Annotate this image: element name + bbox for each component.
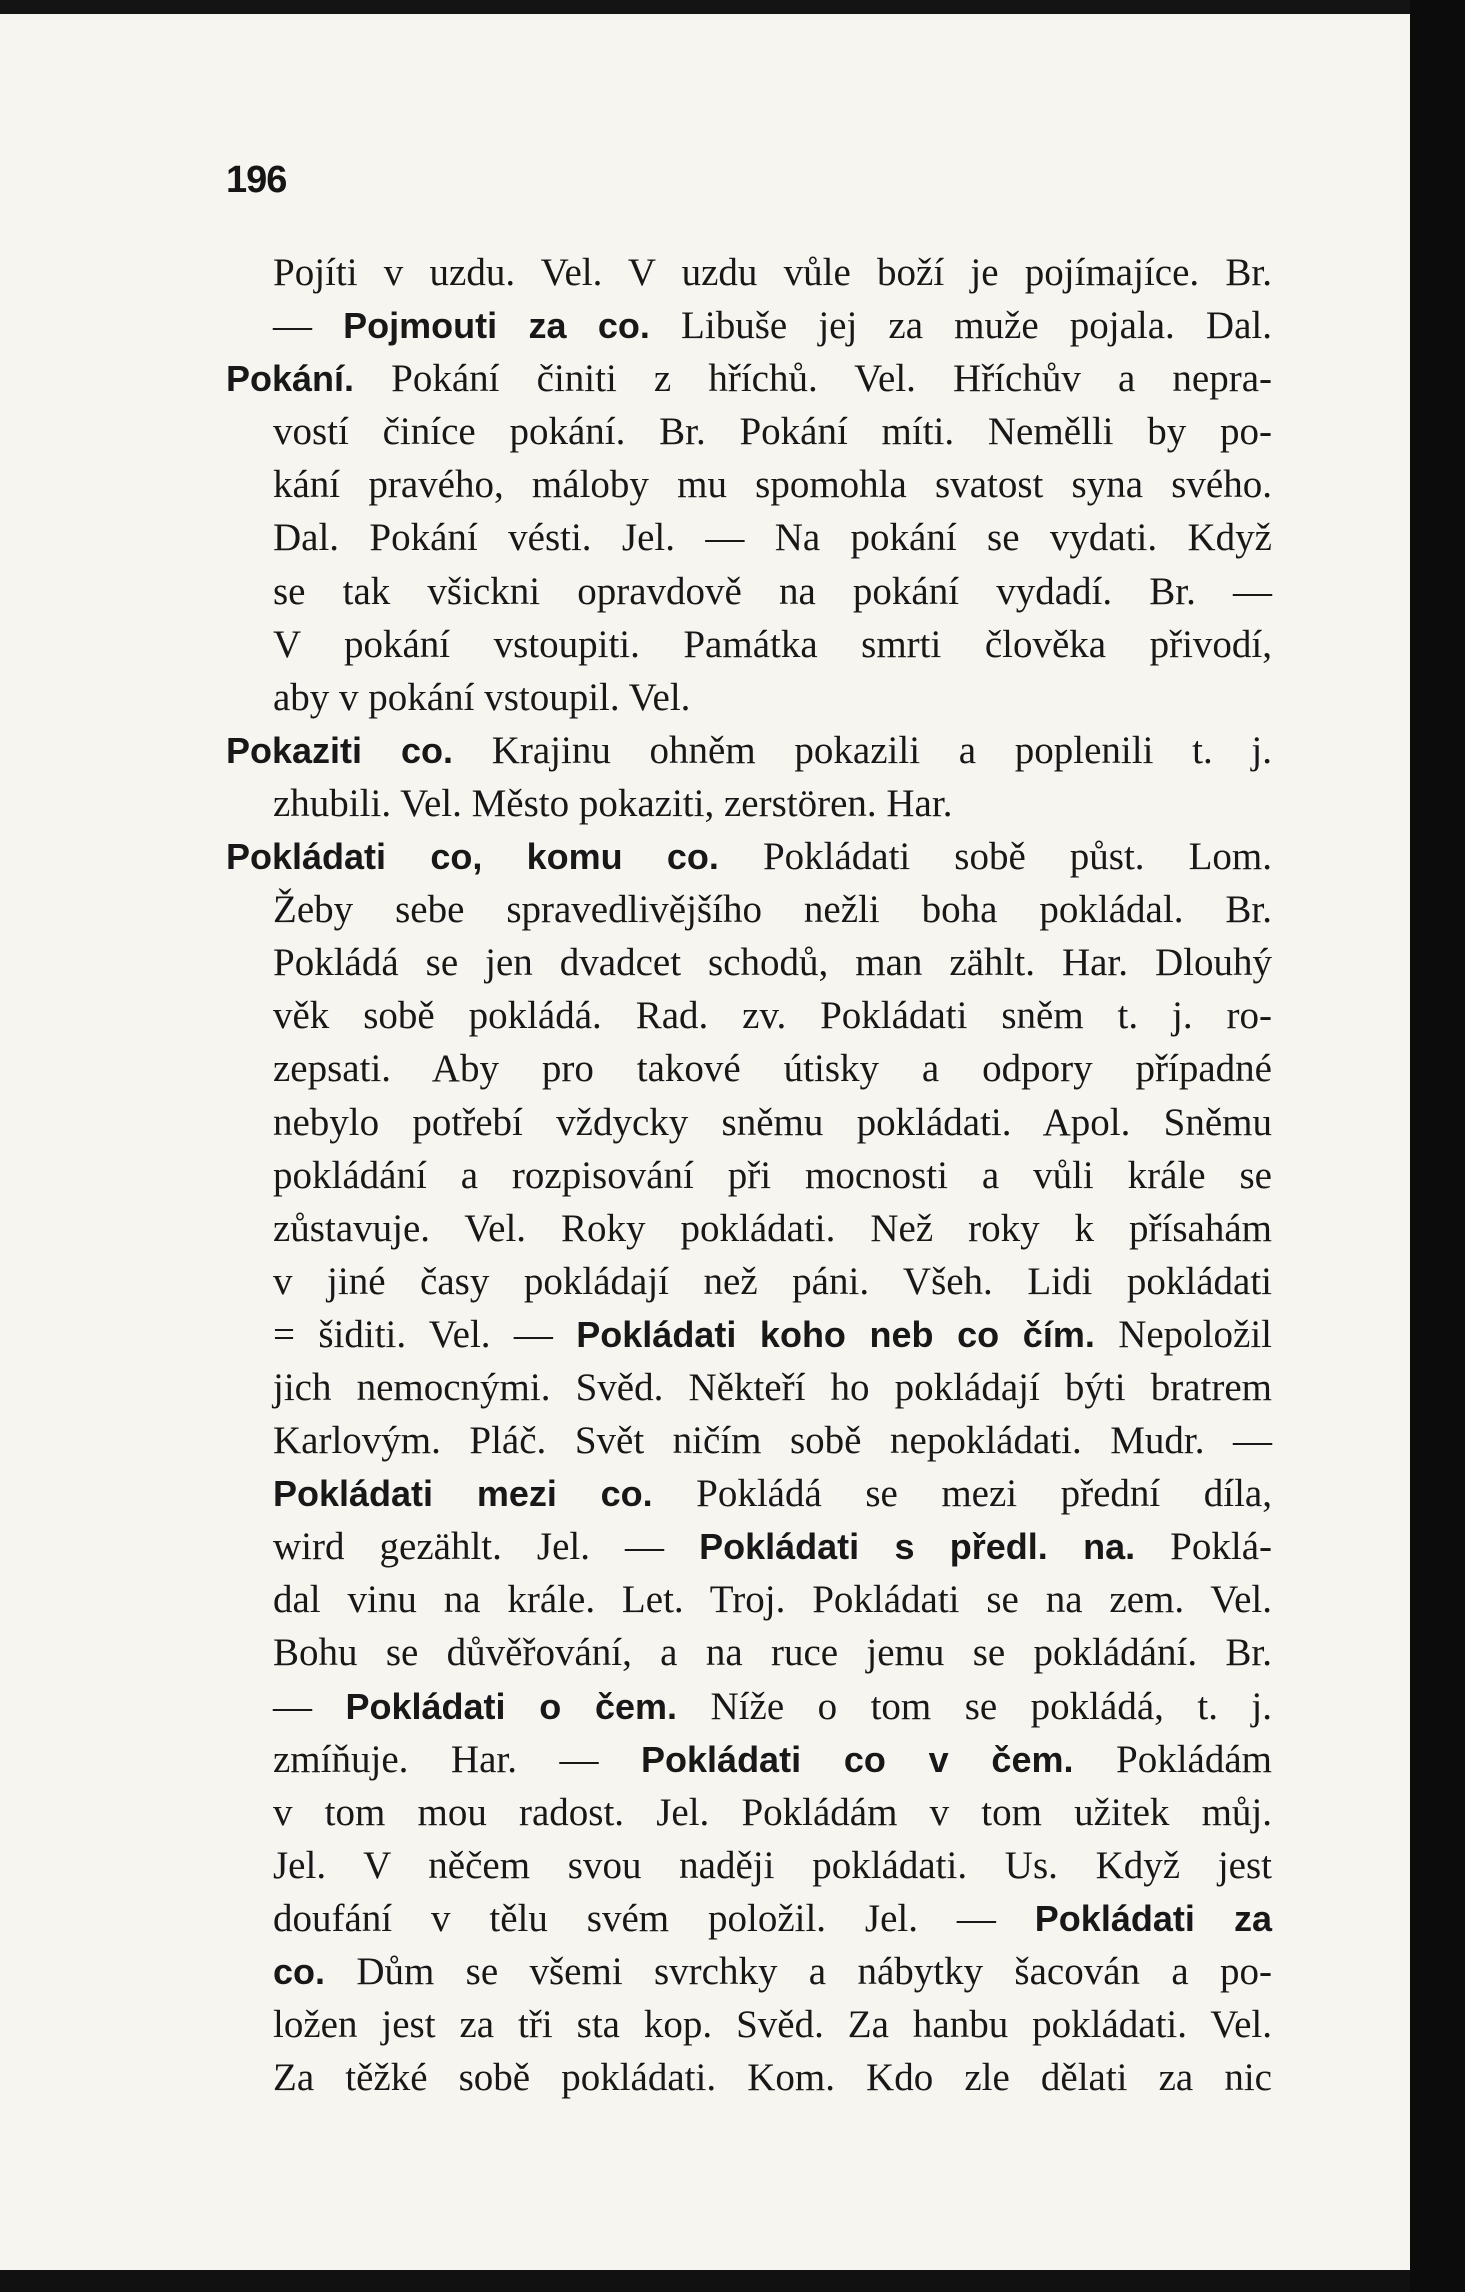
text-segment: Žeby sebe spravedlivějšího nežli boha pokládal. Br. (273, 888, 1272, 932)
text-line (226, 246, 1272, 299)
text-segment: aby v pokání vstoupil. Vel. (273, 675, 691, 719)
text-segment: zmíňuje. Har. — (273, 1737, 642, 1781)
text-segment: nebylo potřebí vždycky sněmu pokládati. Apol. Sněmu (273, 1100, 1272, 1144)
text-line (226, 671, 1272, 724)
text-segment: se tak všickni opravdově na pokání vydadí. Br. — (273, 569, 1272, 613)
text-line (226, 1626, 1272, 1679)
text-segment: v tom mou radost. Jel. Pokládám v tom užitek můj. (273, 1790, 1272, 1834)
text-line (226, 565, 1272, 618)
text-line (226, 830, 1272, 883)
text-segment: doufání v tělu svém položil. Jel. — (273, 1896, 1035, 1940)
text-line (226, 1096, 1272, 1149)
text-segment: Jel. V něčem svou naději pokládati. Us. Když jest (273, 1843, 1272, 1887)
text-segment: — (273, 1684, 346, 1728)
text-line (226, 299, 1272, 352)
text-line (226, 1308, 1272, 1361)
text-segment: Pokládá se mezi přední díla, (652, 1472, 1272, 1516)
text-segment: Níže o tom se pokládá, t. j. (677, 1684, 1273, 1728)
text-segment: věk sobě pokládá. Rad. zv. Pokládati sněm t. j. ro- (273, 994, 1272, 1038)
headword: Pokládati co, komu co. (226, 836, 719, 878)
text-segment: Dal. Pokání vésti. Jel. — Na pokání se vydati. Když (273, 516, 1272, 560)
text-segment: Pokání činiti z hříchů. Vel. Hříchův a nepra- (354, 357, 1272, 401)
headword: Pokaziti co. (226, 729, 454, 771)
text-segment: jich nemocnými. Svěd. Někteří ho pokládají býti bratrem (273, 1365, 1272, 1409)
text-line (226, 883, 1272, 936)
text-segment: Karlovým. Pláč. Svět ničím sobě nepokládati. Mudr. — (273, 1419, 1272, 1463)
text-segment: Pokládám (1073, 1737, 1272, 1781)
text-segment: Bohu se důvěřování, a na ruce jemu se pokládání. Br. (273, 1631, 1272, 1675)
headword: Pokládati o čem. (345, 1685, 678, 1727)
text-segment: Pokládá se jen dvadcet schodů, man zählt. Har. Dlouhý (273, 941, 1272, 985)
text-segment: Za těžké sobě pokládati. Kom. Kdo zle dělati za nic (273, 2056, 1272, 2100)
headword: Pokládati za (1034, 1897, 1273, 1939)
text-line (226, 1945, 1272, 1998)
text-line (226, 936, 1272, 989)
dictionary-text (226, 246, 1272, 2104)
text-segment: pokládání a rozpisování při mocnosti a vůli krále se (273, 1153, 1272, 1197)
text-line (226, 352, 1272, 405)
text-line (226, 724, 1272, 777)
text-line (226, 1467, 1272, 1520)
text-line (226, 1680, 1272, 1733)
text-line (226, 1042, 1272, 1095)
text-segment: kání pravého, máloby mu spomohla svatost syna svého. (273, 463, 1272, 507)
text-line (226, 458, 1272, 511)
text-line (226, 1255, 1272, 1308)
text-segment: dal vinu na krále. Let. Troj. Pokládati se na zem. Vel. (273, 1578, 1272, 1622)
text-line (226, 1892, 1272, 1945)
text-segment: Poklá- (1135, 1525, 1272, 1569)
text-segment: zůstavuje. Vel. Roky pokládati. Než roky k přísahám (273, 1206, 1272, 1250)
text-segment: Pokládati sobě půst. Lom. (718, 835, 1272, 879)
text-line (226, 618, 1272, 671)
text-line (226, 1361, 1272, 1414)
page-number: 196 (226, 159, 287, 201)
text-line (226, 405, 1272, 458)
text-line (226, 2051, 1272, 2104)
text-line (226, 1202, 1272, 1255)
text-segment: ložen jest za tři sta kop. Svěd. Za hanbu pokládati. Vel. (273, 2003, 1272, 2047)
text-line (226, 511, 1272, 564)
headword: Pokládati koho neb co čím. (576, 1313, 1095, 1355)
text-line (226, 1839, 1272, 1892)
text-line (226, 1786, 1272, 1839)
text-segment: zepsati. Aby pro takové útisky a odpory případné (273, 1047, 1272, 1091)
text-segment: Pojíti v uzdu. Vel. V uzdu vůle boží je pojímajíce. Br. (273, 251, 1272, 294)
text-segment: Libuše jej za muže pojala. Dal. (649, 304, 1272, 348)
text-line (226, 989, 1272, 1042)
text-segment: wird gezählt. Jel. — (273, 1525, 700, 1569)
text-segment: v jiné časy pokládají než páni. Všeh. Lidi pokládati (273, 1259, 1272, 1303)
text-segment: V pokání vstoupiti. Památka smrti člověka přivodí, (273, 622, 1272, 666)
headword: Pokládati mezi co. (273, 1473, 653, 1515)
text-line (226, 1573, 1272, 1626)
headword: co. (273, 1951, 326, 1992)
text-line (226, 777, 1272, 830)
text-line (226, 1520, 1272, 1573)
text-segment: = šiditi. Vel. — (273, 1312, 577, 1356)
text-segment: vostí činíce pokání. Br. Pokání míti. Nemělli by po- (273, 410, 1272, 454)
headword: Pokání. (226, 358, 355, 400)
text-line (226, 1998, 1272, 2051)
headword: Pojmouti za co. (343, 305, 650, 347)
text-line (226, 1414, 1272, 1467)
text-segment: — (273, 304, 344, 348)
headword: Pokládati s předl. na. (699, 1526, 1136, 1568)
headword: Pokládati co v čem. (641, 1738, 1074, 1780)
text-segment: Krajinu ohněm pokazili a poplenili t. j. (453, 728, 1272, 772)
text-line (226, 1733, 1272, 1786)
text-segment: Nepoložil (1094, 1312, 1273, 1356)
scan-border (1410, 0, 1465, 2292)
text-segment: zhubili. Vel. Město pokaziti, zerstören. Har. (273, 781, 953, 825)
text-segment: Dům se všemi svrchky a nábytky šacován a po- (325, 1950, 1272, 1993)
text-line (226, 1149, 1272, 1202)
